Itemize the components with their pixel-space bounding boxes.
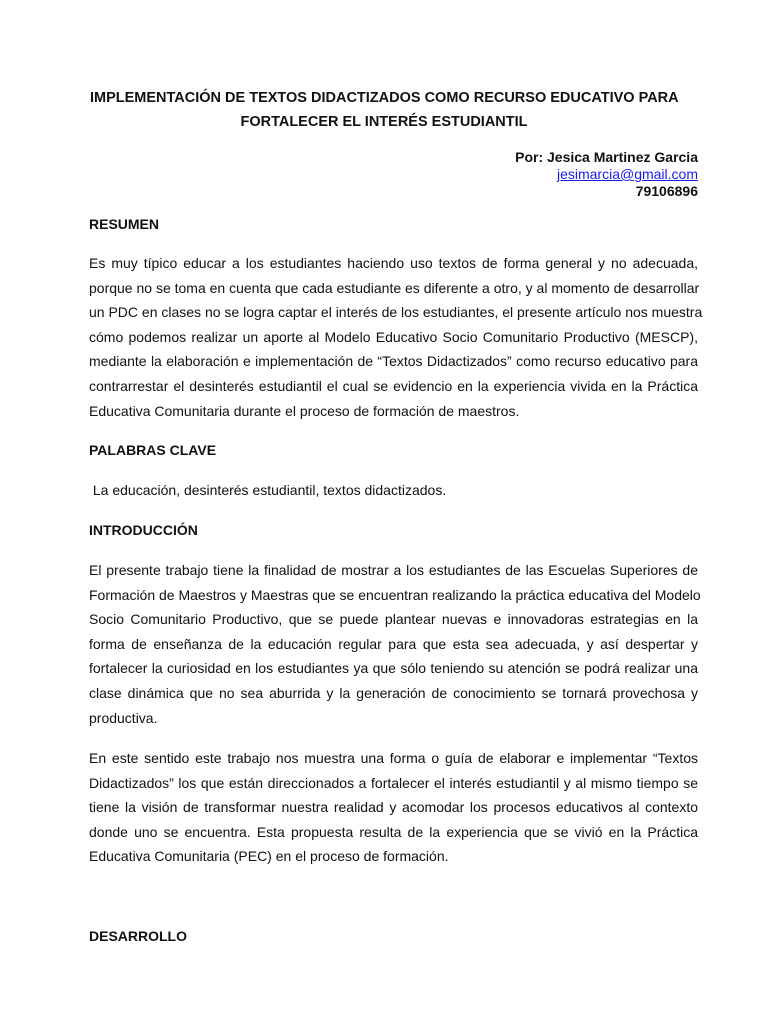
introduccion-line: En este sentido este trabajo nos muestra una forma o guía de elaborar e implementar “Textos <box>89 750 698 766</box>
resumen-line: Es muy típico educar a los estudiantes haciendo uso textos de forma general y no adecuada, <box>89 255 698 271</box>
document-title-line-2: FORTALECER EL INTERÉS ESTUDIANTIL <box>240 114 528 130</box>
palabras-clave-text <box>89 478 698 503</box>
resumen-line: porque no se toma en cuenta que cada estudiante es diferente a otro, y al momento de desarrollar <box>89 279 700 296</box>
introduccion-line: Socio Comunitario Productivo, que se puede plantear nuevas e innovadoras estrategias en la <box>89 611 698 628</box>
introduccion-line: fortalecer la curiosidad en los estudiantes ya que sólo teniendo su atención se podrá realizar una <box>89 660 698 677</box>
author-name: Por: Jesica Martinez Garcia <box>515 149 698 165</box>
introduccion-line: forma de enseñanza de la educación regular para que esta sea adecuada, y así despertar y <box>89 635 698 652</box>
introduccion-line: Educativa Comunitaria (PEC) en el proceso de formación. <box>89 848 449 865</box>
document-title-line-1: IMPLEMENTACIÓN DE TEXTOS DIDACTIZADOS COMO RECURSO EDUCATIVO PARA <box>90 90 679 106</box>
introduccion-line: productiva. <box>89 709 158 726</box>
resumen-line: mediante la elaboración e implementación de “Textos Didactizados” como recurso educativo para <box>89 353 698 370</box>
introduccion-line: Didactizados” los que están direccionados a fortalecer el interés estudiantil y al mismo tiempo se <box>89 774 698 791</box>
author-email-link[interactable]: jesimarcia@gmail.com <box>556 166 698 182</box>
introduccion-paragraph-2 <box>89 746 698 869</box>
resumen-line: contrarrestar el desinterés estudiantil el cual se evidencio en la experiencia vivida en la Práctica <box>89 377 698 394</box>
desarrollo-heading: DESARROLLO <box>89 928 187 944</box>
resumen-heading: RESUMEN <box>89 216 160 232</box>
introduccion-line: donde uno se encuentra. Esta propuesta resulta de la experiencia que se vivió en la Práctica <box>89 823 698 840</box>
introduccion-paragraph-1 <box>89 558 701 730</box>
introduccion-line: Formación de Maestros y Maestras que se encuentran realizando la práctica educativa del Modelo <box>89 586 701 603</box>
author-phone: 79106896 <box>635 183 698 199</box>
introduccion-line: tiene la visión de transformar nuestra realidad y acomodar los procesos educativos al contexto <box>89 799 698 816</box>
author-block <box>515 149 698 200</box>
palabras-clave-heading: PALABRAS CLAVE <box>89 442 217 458</box>
resumen-line: Educativa Comunitaria durante el proceso de formación de maestros. <box>89 402 520 419</box>
resumen-paragraph <box>89 251 703 423</box>
resumen-line: cómo podemos realizar un aporte al Modelo Educativo Socio Comunitario Productivo (MESCP), <box>89 328 698 345</box>
introduccion-line: El presente trabajo tiene la finalidad de mostrar a los estudiantes de las Escuelas Superiores de <box>89 562 698 578</box>
resumen-line: un PDC en clases no se logra captar el interés de los estudiantes, el presente artículo nos muestra <box>89 304 703 321</box>
introduccion-line: clase dinámica que no sea aburrida y la generación de conocimiento se tornará provechosa y <box>89 684 698 701</box>
introduccion-heading: INTRODUCCIÓN <box>89 522 198 538</box>
keywords-line: La educación, desinterés estudiantil, textos didactizados. <box>89 482 447 498</box>
